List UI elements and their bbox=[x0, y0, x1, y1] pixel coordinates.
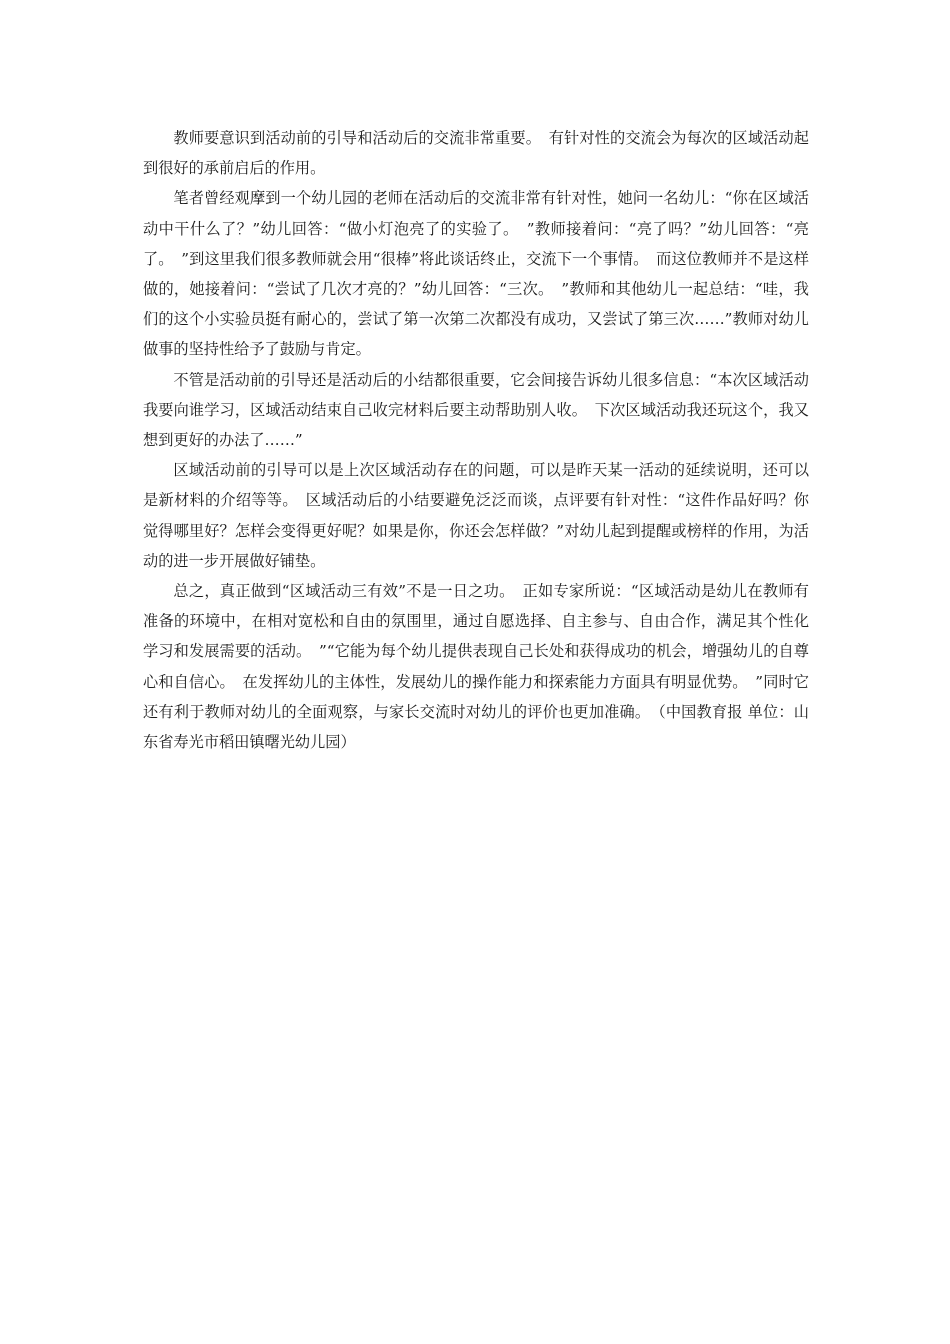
paragraph-3: 不管是活动前的引导还是活动后的小结都很重要，它会间接告诉幼儿很多信息：“本次区域活动我要向谁学习，区域活动结束自己收完材料后要主动帮助别人收。 下次区域活动我还玩这个，我又想到更好的办法了……” bbox=[143, 370, 809, 450]
paragraph-2: 笔者曾经观摩到一个幼儿园的老师在活动后的交流非常有针对性，她问一名幼儿：“你在区域活动中干什么了？”幼儿回答：“做小灯泡亮了的实验了。 ”教师接着问：“亮了吗？”幼儿回答：“亮了。 ”到这里我们很多教师就会用“很棒”将此谈话终止，交流下一个事情。 而这位教师并不是这样做的，她接着问：“尝试了几次才亮的？”幼儿回答：“三次。 ”教师和其他幼儿一起总结：“哇，我们的这个小实验员挺有耐心的，尝试了第一次第二次都没有成功，又尝试了第三次……”教师对幼儿做事的坚持性给予了鼓励与肯定。 bbox=[143, 189, 809, 359]
paragraph-4: 区域活动前的引导可以是上次区域活动存在的问题，可以是昨天某一活动的延续说明，还可以是新材料的介绍等等。 区域活动后的小结要避免泛泛而谈，点评要有针对性：“这件作品好吗？你觉得哪里好？怎样会变得更好呢？如果是你，你还会怎样做？”对幼儿起到提醒或榜样的作用，为活动的进一步开展做好铺垫。 bbox=[143, 461, 809, 570]
paragraph-1: 教师要意识到活动前的引导和活动后的交流非常重要。 有针对性的交流会为每次的区域活动起到很好的承前启后的作用。 bbox=[143, 129, 809, 178]
paragraph-5: 总之，真正做到“区域活动三有效”不是一日之功。 正如专家所说：“区域活动是幼儿在教师有准备的环境中，在相对宽松和自由的氛围里，通过自愿选择、自主参与、自由合作，满足其个性化学习和发展需要的活动。 ”“它能为每个幼儿提供表现自己长处和获得成功的机会，增强幼儿的自尊心和自信心。 在发挥幼儿的主体性，发展幼儿的操作能力和探索能力方面具有明显优势。 ”同时它还有利于教师对幼儿的全面观察，与家长交流时对幼儿的评价也更加准确。 （中国教育报 单位：山东省寿光市稻田镇曙光幼儿园） bbox=[143, 582, 809, 752]
article-body bbox=[143, 123, 809, 757]
